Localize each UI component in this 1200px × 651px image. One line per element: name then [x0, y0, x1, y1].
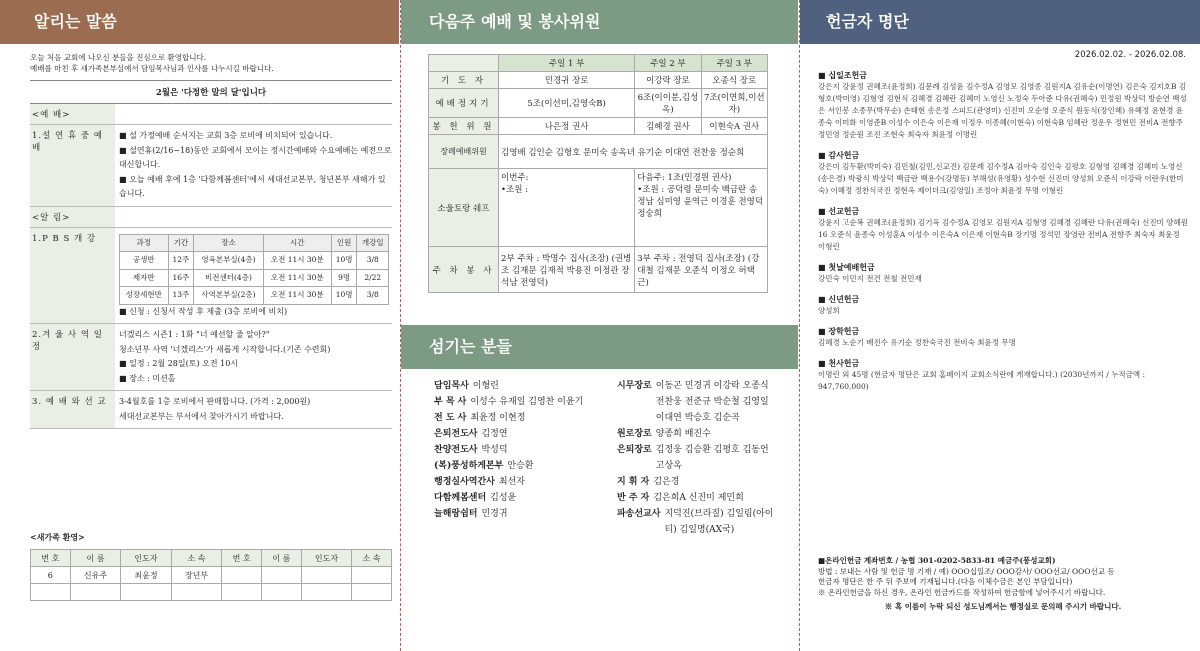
divider — [799, 0, 800, 651]
header-announcements: 알리는 말씀 — [0, 0, 399, 44]
offering-group: ■ 선교헌금 강윤지 고순복 권혜조(윤정희) 김기옥 김수정A 김영모 김원지A 김형영 김혜경 김혜란 다유(권혜숙) 신진미 양혜원16 오준식 윤종숙 이성훈A 이성수 이은숙A 이은재 이현숙B 장기명 정석민 장영란 전비A 전향주 최숙자 최윤정 이형린 — [818, 206, 1188, 251]
announcements-column — [30, 52, 392, 601]
section-worship: <예 배> — [30, 104, 392, 125]
section-holiday: 1.설 연 휴 중 예 배 ■ 설 가정예배 순서지는 교회 3층 로비에 비치되어 있습니다. ■ 설연휴(2/16~18)동안 교회에서 모이는 정시간예배와 수요예배는 예전으로 대신합니다. ■ 오늘 예배 후에 1층 '다함께봄센터'에서 세대선교본부, 청년본부 새해가 있습니다. — [30, 125, 392, 207]
newfamily-table: 번 호 이 름 인도자 소 속 번 호 이 름 인도자 소 속 6 신유주 최윤정 장년부 — [30, 549, 392, 601]
section-book: 3. 예 배 와 선 교 3-4월호를 1층 로비에서 판매합니다. (가격 : 2,000원) 세대선교본부는 부서에서 찾아가시기 바랍니다. — [30, 391, 392, 429]
schedule-table: 주일 1 부 주일 2 부 주일 3 부 기 도 자 민경귀 장로 이강락 장로 오종식 장로 예배정지기 5조(이선미,김영숙B) 6조(이이분,김성옥) 7조(이연희,이선자) 봉 헌 위 원 나은정 권사 김혜경 권사 이현숙A 권사 장례예배위원 김영배 김인순 김형호 문미숙 송옥녀 유기순 이대연 전찬웅 정순희 소울토랑 쉐프 이번주: •조원 : 다음주: 1조(민경원 권사) •조원 : 공덕령 문미숙 백금란 송정남 심미영 윤역근 이경훈 전영덕 정숭희 주 차 봉 사 2부 주차 : 박명수 집사(조장) (권병조 김재문 김재적 박용진 이정관 장석남 전영덕) 3부 주차 : 전영덕 집사(조장) (강대철 김재문 오준식 이정오 허택근) — [428, 54, 768, 293]
newfamily-title: <새가족 환영> — [30, 532, 85, 542]
table-row: 주 차 봉 사 2부 주차 : 박명수 집사(조장) (권병조 김재문 김재적 박용진 이정관 장석남 전영덕) 3부 주차 : 전영덕 집사(조장) (강대철 김재문 오준식 이정오 허택근) — [429, 247, 768, 293]
table-row: 예배정지기 5조(이선미,김영숙B) 6조(이이분,김성옥) 7조(이연희,이선자) — [429, 89, 768, 118]
section-notice: <알 림> — [30, 207, 392, 228]
offering-column — [818, 49, 1188, 393]
table-row: 공생반 12주 영육본부실(4층) 오전 11시 30분 10명 3/8 — [120, 252, 389, 270]
header-serve: 섬기는 분들 — [401, 325, 798, 369]
serve-right: 시무장로 이동곤 민경귀 이강락 오종식 전찬웅 전준규 박순철 김영일 이대연 박승호 김순곡 원로장로 양종희 배진수 은퇴장로 김정웅 김승환 김평호 김동언 고상옥 지 휘 자 김은경 반 주 자 김은희A 신진미 제민희 파송선교사 지덕진(브라질) 김일림(아이티) 김일명(AX국) — [616, 381, 774, 535]
table-row: 제자반 16주 비전센터(4층) 오전 11시 30분 9명 2/22 — [120, 269, 389, 287]
offering-date: 2026.02.02. - 2026.02.08. — [1074, 50, 1186, 60]
offering-group: ■ 신년헌금 양성희 — [818, 294, 860, 315]
header-offering: 헌금자 명단 — [800, 0, 1200, 44]
section-pbs: 1.P B S 개 강 과정 기간 장소 시간 인원 개강일 공생반 12주 영육본부실(4층) 오전 11시 30분 10명 3/8 제자반 16주 비전센터(4층) 오전 11시 30분 9명 2/22 성장세현반 13주 사역본부실(2층) 오전 11시 30분 10명 3/8 ■ 신청 : 신청서 작성 후 제출 (3층 로비에 비치) — [30, 228, 392, 325]
offering-group: ■ 장학헌금 김혜경 노순기 배진수 유기순 정찬숙국진 전비숙 최윤정 무명 — [818, 326, 1016, 347]
pbs-table: 과정 기간 장소 시간 인원 개강일 공생반 12주 영육본부실(4층) 오전 11시 30분 10명 3/8 제자반 16주 비전센터(4층) 오전 11시 30분 9명 2/22 성장세현반 13주 사역본부실(2층) 오전 11시 30분 10명 3/8 — [119, 234, 389, 305]
offering-group: ■ 십일조헌금 강은지 강윤정 권혜조(윤정희) 김문례 김성윤 김수정A 김영모 김영종 김원지A 김유순(이명연) 김은숙 김지호B 김형호(박미영) 김형영 김현식 김혜경 김혜란 김혜미 노영신 노정숙 두아준 다유(권혜숙) 민정원 박상덕 방순연 백성은 서인봉 소종무(박무순) 손태현 송은정 스피드(관영미) 신진미 오순영 오준식 원동식(장인혜) 유혜정 윤현경 윤종숙 이미화 이영준B 이성수 이은숙 이은재 이정우 이종혜(이현숙) 이현숙B 임혜란 정운우 정현민 전비A 전향주 정민영 정순원 조진 조현숙 최숙자 최윤정 이명린 — [818, 70, 1187, 139]
header-next-week: 다음주 예배 및 봉사위원 — [401, 0, 798, 44]
intro-text: 오늘 처음 교회에 나오신 분들을 진심으로 환영합니다. 예배를 마친 후 새가족본부실에서 담임목사님과 인사를 나누시길 바랍니다. — [30, 53, 274, 73]
table-row: 봉 헌 위 원 나은정 권사 김혜경 권사 이현숙A 권사 — [429, 118, 768, 135]
offering-group: ■ 천사헌금 이명린 외 45명 (헌금자 명단은 교회 홈페이지 교회소식란에 게재합니다.) (2030년까지 / 누적금액 : 947,760,000) — [818, 358, 1146, 391]
serve-left: 담임목사 이형린 부 목 사 이성수 유재일 김영찬 이윤기 전 도 사 최윤정 이현정 은퇴전도사 김정연 찬양전도사 박성덕 (복)풍성하게본부 안승환 행정실사역간사 최선자 다함께봄센터 김성윤 늘해랑쉼터 민경귀 — [434, 381, 584, 519]
table-row: 6 신유주 최윤정 장년부 — [31, 567, 392, 584]
table-row: 소울토랑 쉐프 이번주: •조원 : 다음주: 1조(민경원 권사) •조원 : 공덕령 문미숙 백금란 송정남 심미영 윤역근 이경훈 전영덕 정숭희 — [429, 169, 768, 247]
table-row — [31, 584, 392, 601]
table-row: 장례예배위원 김영배 김인순 김형호 문미숙 송옥녀 유기순 이대연 전찬웅 정순희 — [429, 135, 768, 169]
serve-column — [434, 378, 774, 538]
online-offering-info: ■온라인헌금 계좌번호 / 농협 301-0202-5833-81 예금주(풍성교회) 방법 : 보내는 사람 및 헌금 명 기재 / 예) OOO십일조/ OOO감사/ OOO선교/ OOO선교 등 헌금자 명단은 한 주 뒤 주보에 기재됩니다.(다음 이체수금은 본인 부담입니다) ※ 온라인헌금을 하신 경우, 온라인 헌금카드를 작성하여 헌금함에 넣어주시기 바랍니다. ※ 혹 이름이 누락 되신 성도님께서는 행정실로 문의해 주시기 바랍니다. — [818, 556, 1122, 611]
schedule-column — [428, 54, 768, 293]
table-row: 성장세현반 13주 사역본부실(2층) 오전 11시 30분 10명 3/8 — [120, 287, 389, 305]
offering-group: ■ 감사헌금 강은미 김두환(박미숙) 김민철(김민,신교진) 김문례 김수정A 김아숙 김인숙 김평호 김형영 김혜경 김혜미 노영신(송은경) 박광식 박상덕 백금란 백용수(강명동) 부해성(유영황) 성수현 신진미 양성희 오준식 이강락 이란우(한미숙) 이혜정 정찬식국진 정현옥 제이더크(김영일) 조정아 최윤정 무명 이형린 — [818, 150, 1184, 195]
offering-group: ■ 첫날예배헌금 강민숙 이민지 전건 전철 전민재 — [818, 262, 922, 283]
table-row: 기 도 자 민경귀 장로 이강락 장로 오종식 장로 — [429, 72, 768, 89]
monthly-theme: 2월은 '다정한 말의 달'입니다 — [30, 80, 392, 104]
section-winter: 2.겨 울 사 역 일 정 너겠리스 시즌1 : 1화 "너 예선할 줄 알아?" 청소년부 사역 '너겠리스'가 새롭게 시작합니다.(기존 수련회) ■ 일정 : 2월 28일(토) 오전 10시 ■ 장소 : 미션홀 — [30, 324, 392, 391]
